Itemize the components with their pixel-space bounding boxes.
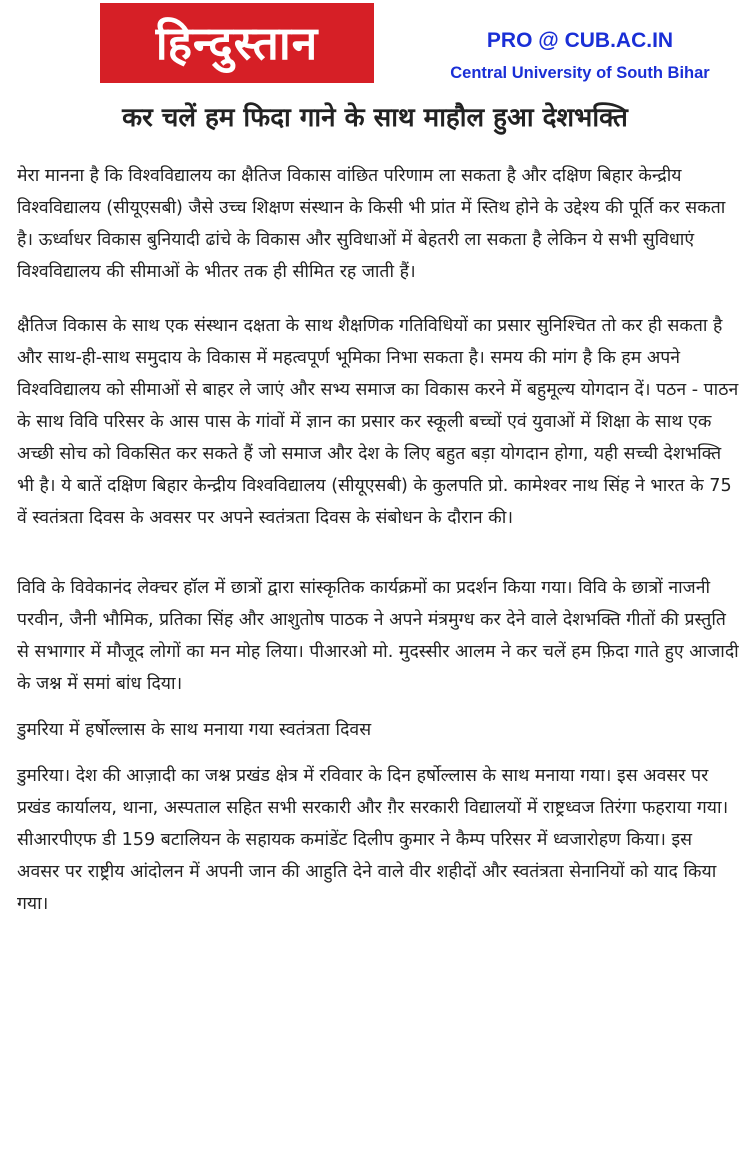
article-headline: कर चलें हम फिदा गाने के साथ माहौल हुआ देशभक्ति xyxy=(122,103,628,133)
paragraph-2: क्षैतिज विकास के साथ एक संस्थान दक्षता के साथ शैक्षणिक गतिविधियों का प्रसार सुनिश्चित तो कर ही सकता है और साथ-ही-साथ समुदाय के विकास में महत्वपूर्ण भूमिका निभा सकता है। समय की मांग है कि हम अपने विश्वविद्यालय को सीमाओं से बाहर ले जाएं और सभ्य समाज का विकास करने में बहुमूल्य योगदान दें। पठन - पाठन के साथ विवि परिसर के आस पास के गांवों में ज्ञान का प्रसार कर स्कूली बच्चों एवं युवाओं में शिक्षा के साथ एक अच्छी सोच को विकसित कर सकते हैं जो समाज और देश के लिए बहुत बड़ा योगदान होगा, यही सच्ची देशभक्ति भी है। ये बातें दक्षिण बिहार केन्द्रीय विश्वविद्यालय (सीयूएसबी) के कुलपति प्रो. कामेश्वर नाथ सिंह ने भारत के 75 वें स्वतंत्रता दिवस के अवसर पर अपने स्वतंत्रता दिवस के संबोधन के दौरान की। xyxy=(17,316,739,528)
paragraph-4: डुमरिया। देश की आज़ादी का जश्न प्रखंड क्षेत्र में रविवार के दिन हर्षोल्लास के साथ मनाया गया। इस अवसर पर प्रखंड कार्यालय, थाना, अस्पताल सहित सभी सरकारी और ग़ैर सरकारी विद्यालयों में राष्ट्रध्वज तिरंगा फहराया गया। सीआरपीएफ डी 159 बटालियन के सहायक कमांडेंट दिलीप कुमार ने कैम्प परिसर में ध्वजारोहण किया। इस अवसर पर राष्ट्रीय आंदोलन में अपनी जान की आहुति देने वाले वीर शहीदों और स्वतंत्रता सेनानियों को याद किया गया। xyxy=(17,766,729,914)
newspaper-logo xyxy=(100,3,374,83)
paragraph-3: विवि के विवेकानंद लेक्चर हॉल में छात्रों द्वारा सांस्कृतिक कार्यक्रमों का प्रदर्शन किया गया। विवि के छात्रों नाजनी परवीन, जैनी भौमिक, प्रतिका सिंह और आशुतोष पाठक ने अपने मंत्रमुग्ध कर देने वाले देशभक्ति गीतों की प्रस्तुति से सभागार में मौजूद लोगों का मन मोह लिया। पीआरओ मो. मुदस्सीर आलम ने कर चलें हम फ़िदा गाते हुए आजादी के जश्न में समां बांध दिया। xyxy=(17,578,739,694)
subheading: डुमरिया में हर्षोल्लास के साथ मनाया गया स्वतंत्रता दिवस xyxy=(17,720,372,740)
university-name: Central University of South Bihar xyxy=(450,64,710,82)
logo-text: हिन्दुस्तान xyxy=(155,16,319,70)
paragraph-1: मेरा मानना है कि विश्वविद्यालय का क्षैतिज विकास वांछित परिणाम ला सकता है और दक्षिण बिहार केन्द्रीय विश्वविद्यालय (सीयूएसबी) जैसे उच्च शिक्षण संस्थान के किसी भी प्रांत में स्तिथ होने के उद्देश्य की पूर्ति कर सकता है। ऊर्ध्वाधर विकास बुनियादी ढांचे के विकास और सुविधाओं में बेहतरी ला सकता है लेकिन ये सभी सुविधाएं विश्वविद्यालय की सीमाओं के भीतर तक ही सीमित रह जाती हैं। xyxy=(17,166,726,282)
article-body xyxy=(17,160,739,942)
pro-email: PRO @ CUB.AC.IN xyxy=(486,29,674,52)
